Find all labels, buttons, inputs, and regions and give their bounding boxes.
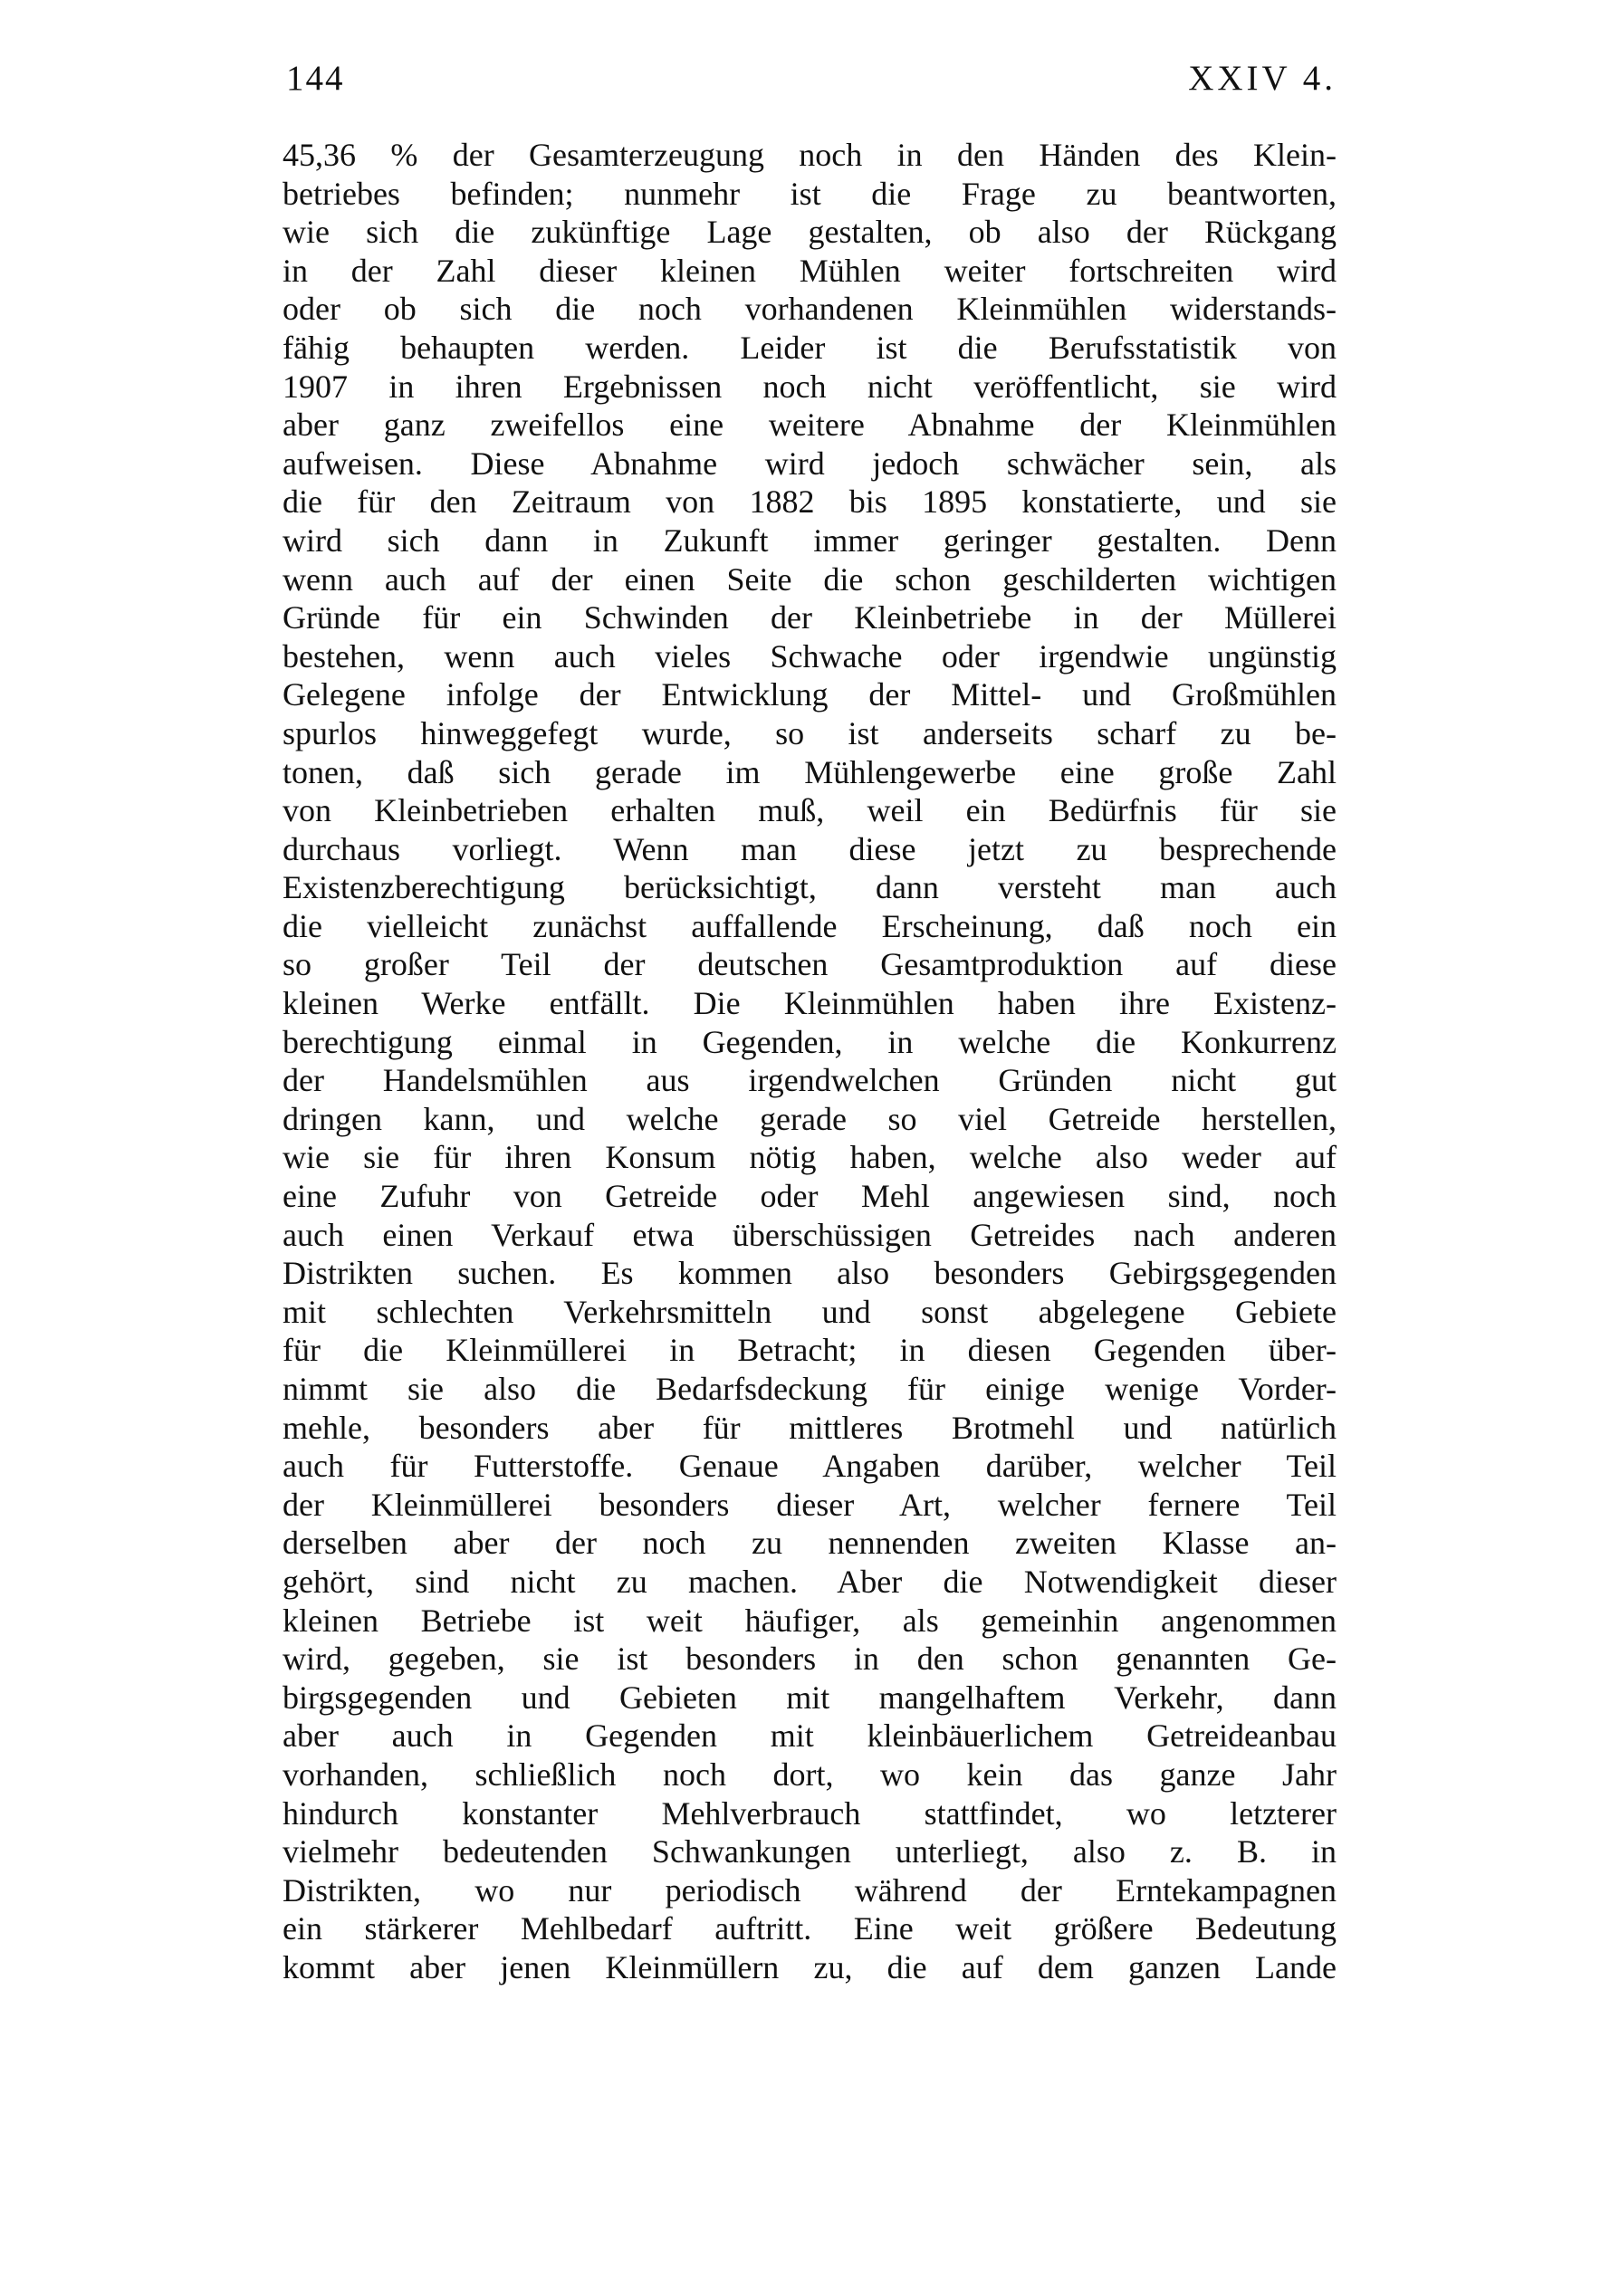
text-line: gehört, sind nicht zu machen. Aber die Notwendigkeit dieser	[283, 1563, 1337, 1600]
text-line: Gelegene infolge der Entwicklung der Mittel- und Großmühlen	[283, 676, 1337, 713]
text-line: der Kleinmüllerei besonders dieser Art, welcher fernere Teil	[283, 1486, 1337, 1523]
text-line: bestehen, wenn auch vieles Schwache oder irgendwie ungünstig	[283, 637, 1337, 674]
text-line: wie sie für ihren Konsum nötig haben, welche also weder auf	[283, 1139, 1337, 1176]
text-line: der Handelsmühlen aus irgendwelchen Gründen nicht gut	[283, 1062, 1337, 1099]
text-line: dringen kann, und welche gerade so viel Getreide herstellen,	[283, 1100, 1337, 1137]
running-head: XXIV 4.	[1188, 59, 1337, 98]
text-line: von Kleinbetrieben erhalten muß, weil ein Bedürfnis für sie	[283, 792, 1337, 829]
text-line: tonen, daß sich gerade im Mühlengewerbe eine große Zahl	[283, 753, 1337, 790]
page-number: 144	[286, 59, 345, 98]
text-line: vorhanden, schließlich noch dort, wo kein das ganze Jahr	[283, 1755, 1337, 1793]
text-line: nimmt sie also die Bedarfsdeckung für einige wenige Vorder-	[283, 1371, 1337, 1407]
text-line: oder ob sich die noch vorhandenen Kleinmühlen widerstands-	[283, 291, 1337, 328]
text-line: aufweisen. Diese Abnahme wird jedoch schwächer sein, als	[283, 445, 1337, 482]
text-line: hindurch konstanter Mehlverbrauch stattfindet, wo letzterer	[283, 1794, 1337, 1832]
text-line: mit schlechten Verkehrsmitteln und sonst abgelegene Gebiete	[283, 1293, 1337, 1330]
text-line: Existenzberechtigung berücksichtigt, dann versteht man auch	[283, 869, 1337, 906]
text-line: spurlos hinweggefegt wurde, so ist anderseits scharf zu be-	[283, 714, 1337, 751]
text-line: Distrikten, wo nur periodisch während der Erntekampagnen	[283, 1871, 1337, 1909]
text-line: berechtigung einmal in Gegenden, in welche die Konkurrenz	[283, 1023, 1337, 1060]
text-line: ein stärkerer Mehlbedarf auftritt. Eine weit größere Bedeutung	[283, 1910, 1337, 1947]
text-line: die vielleicht zunächst auffallende Erscheinung, daß noch ein	[283, 907, 1337, 944]
text-line: so großer Teil der deutschen Gesamtproduktion auf diese	[283, 946, 1337, 983]
text-line: Gründe für ein Schwinden der Kleinbetriebe in der Müllerei	[283, 599, 1337, 636]
text-line: die für den Zeitraum von 1882 bis 1895 konstatierte, und sie	[283, 483, 1337, 521]
text-line: kommt aber jenen Kleinmüllern zu, die auf dem ganzen Lande	[283, 1948, 1337, 1985]
text-line: vielmehr bedeutenden Schwankungen unterliegt, also z. B. in	[283, 1833, 1337, 1870]
text-line: aber auch in Gegenden mit kleinbäuerlichem Getreideanbau	[283, 1717, 1337, 1755]
text-line: auch für Futterstoffe. Genaue Angaben darüber, welcher Teil	[283, 1448, 1337, 1485]
text-line: 1907 in ihren Ergebnissen noch nicht veröffentlicht, sie wird	[283, 368, 1337, 405]
text-line: in der Zahl dieser kleinen Mühlen weiter fortschreiten wird	[283, 252, 1337, 289]
text-line: eine Zufuhr von Getreide oder Mehl angewiesen sind, noch	[283, 1178, 1337, 1215]
text-line: auch einen Verkauf etwa überschüssigen Getreides nach anderen	[283, 1216, 1337, 1253]
text-line: durchaus vorliegt. Wenn man diese jetzt zu besprechende	[283, 830, 1337, 867]
text-line: Distrikten suchen. Es kommen also besonders Gebirgsgegenden	[283, 1255, 1337, 1292]
text-line: wird sich dann in Zukunft immer geringer gestalten. Denn	[283, 521, 1337, 559]
text-line: kleinen Werke entfällt. Die Kleinmühlen haben ihre Existenz-	[283, 985, 1337, 1022]
text-line: wird, gegeben, sie ist besonders in den schon genannten Ge-	[283, 1641, 1337, 1678]
page-header	[283, 58, 1337, 112]
text-line: wenn auch auf der einen Seite die schon geschilderten wichtigen	[283, 560, 1337, 598]
text-line: fähig behaupten werden. Leider ist die Berufsstatistik von	[283, 329, 1337, 366]
text-line: betriebes befinden; nunmehr ist die Frage zu beantworten,	[283, 175, 1337, 212]
text-line: mehle, besonders aber für mittleres Brotmehl und natürlich	[283, 1409, 1337, 1446]
text-line: derselben aber der noch zu nennenden zweiten Klasse an-	[283, 1525, 1337, 1562]
text-line: kleinen Betriebe ist weit häufiger, als gemeinhin angenommen	[283, 1602, 1337, 1639]
text-line: birgsgegenden und Gebieten mit mangelhaftem Verkehr, dann	[283, 1679, 1337, 1716]
text-line: für die Kleinmüllerei in Betracht; in diesen Gegenden über-	[283, 1332, 1337, 1369]
text-line: wie sich die zukünftige Lage gestalten, ob also der Rückgang	[283, 214, 1337, 251]
text-line: aber ganz zweifellos eine weitere Abnahme der Kleinmühlen	[283, 407, 1337, 444]
text-line: 45,36 % der Gesamterzeugung noch in den Händen des Klein-	[283, 137, 1337, 173]
body-text	[283, 136, 1337, 1987]
